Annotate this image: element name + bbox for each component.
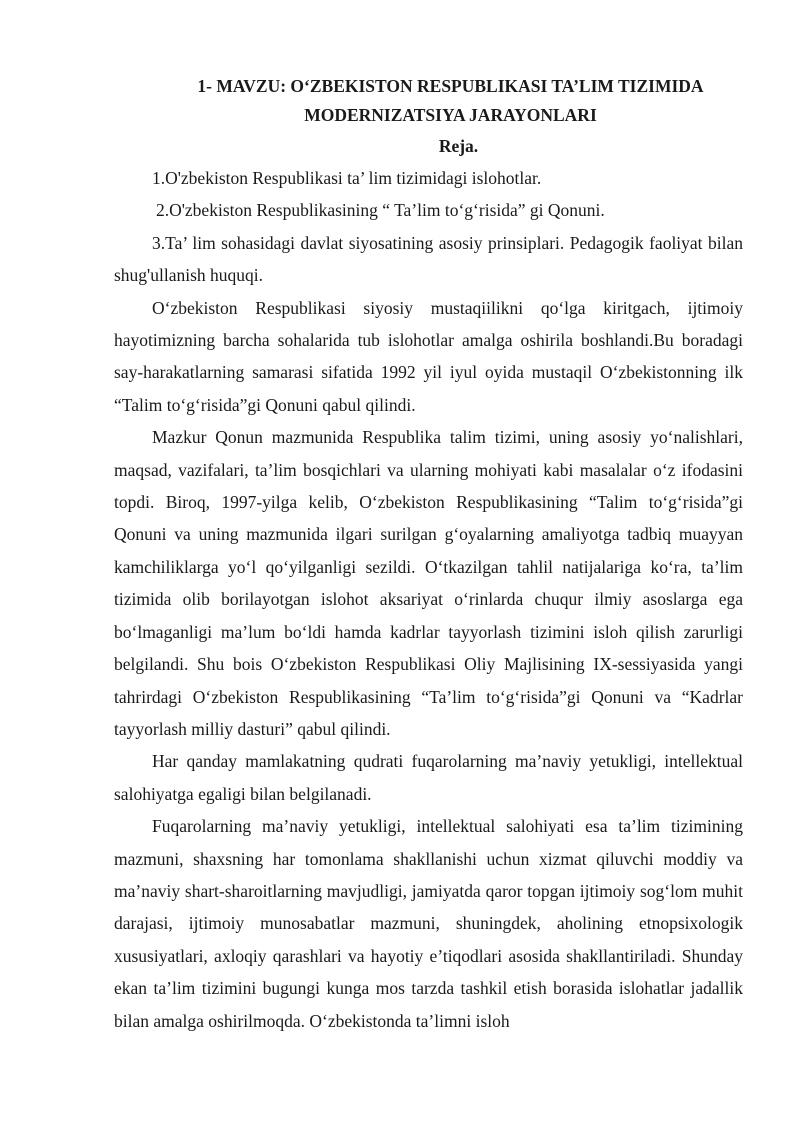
- document-body: [114, 292, 743, 1037]
- document-title-line-1: 1- MAVZU: O‘ZBEKISTON RESPUBLIKASI TA’LIM TIZIMIDA: [197, 76, 704, 96]
- plan-item: 3.Ta’ lim sohasidagi davlat siyosatining asosiy prinsiplari. Pedagogik faoliyat bilan shug'ullanish huquqi.: [114, 232, 743, 286]
- body-paragraph: O‘zbekiston Respublikasi siyosiy mustaqiilikni qo‘lga kiritgach, ijtimoiy hayotimizning barcha sohalarida tub islohotlar amalga oshirila boshlandi.Bu boradagi say-harakatlarning samarasi sifatida 1992 yil iyul oyida mustaqil O‘zbekistonning ilk “Talim to‘g‘risida”gi Qonuni qabul qilindi.: [114, 297, 743, 415]
- plan-heading: Reja.: [438, 136, 479, 156]
- plan-list: [114, 162, 743, 292]
- plan-item: 1.O'zbekiston Respublikasi ta’ lim tizimidagi islohotlar.: [152, 168, 542, 188]
- body-paragraph: Har qanday mamlakatning qudrati fuqarolarning ma’naviy yetukligi, intellektual salohiyatga egaligi bilan belgilanadi.: [114, 751, 743, 804]
- document-title-line-2: MODERNIZATSIYA JARAYONLARI: [304, 105, 597, 125]
- body-paragraph: Fuqarolarning ma’naviy yetukligi, intellektual salohiyati esa ta’lim tizimining mazmuni, shaxsning har tomonlama shakllanishi uchun xizmat qiluvchi moddiy va ma’naviy shart-sharoitlarning mavjudligi, jamiyatda qaror topgan ijtimoiy sog‘lom muhit darajasi, ijtimoiy munosabatlar mazmuni, shuningdek, aholining etnopsixologik xususiyatlari, axloqiy qarashlari va hayotiy e’tiqodlari asosida shakllantiriladi. Shunday ekan ta’lim tizimini bugungi kunga mos tarzda tashkil etish borasida islohatlar jadallik bilan amalga oshirilmoqda. O‘zbekistonda ta’limni isloh: [114, 816, 743, 1031]
- plan-item: 2.O'zbekiston Respublikasining “ Ta’lim to‘g‘risida” gi Qonuni.: [156, 200, 605, 221]
- body-paragraph: Mazkur Qonun mazmunida Respublika talim tizimi, uning asosiy yo‘nalishlari, maqsad, vazifalari, ta’lim bosqichlari va ularning mohiyati kabi masalalar o‘z ifodasini topdi. Biroq, 1997-yilga kelib, O‘zbekiston Respublikasining “Talim to‘g‘risida”gi Qonuni va uning mazmunida ilgari surilgan g‘oyalarning amaliyotga tadbiq muayyan kamchiliklarga yo‘l qo‘yilganligi sezildi. O‘tkazilgan tahlil natijalariga ko‘ra, ta’lim tizimida olib borilayotgan islohot aksariyat o‘rinlarda chuqur ilmiy asoslarga ega bo‘lmaganligi ma’lum bo‘ldi hamda kadrlar tayyorlash tizimini isloh qilish zarurligi belgilandi. Shu bois O‘zbekiston Respublikasi Oliy Majlisining IX-sessiyasida yangi tahrirdagi O‘zbekiston Respublikasining “Ta’lim to‘g‘risida”gi Qonuni va “Kadrlar tayyorlash milliy dasturi” qabul qilindi.: [114, 427, 743, 739]
